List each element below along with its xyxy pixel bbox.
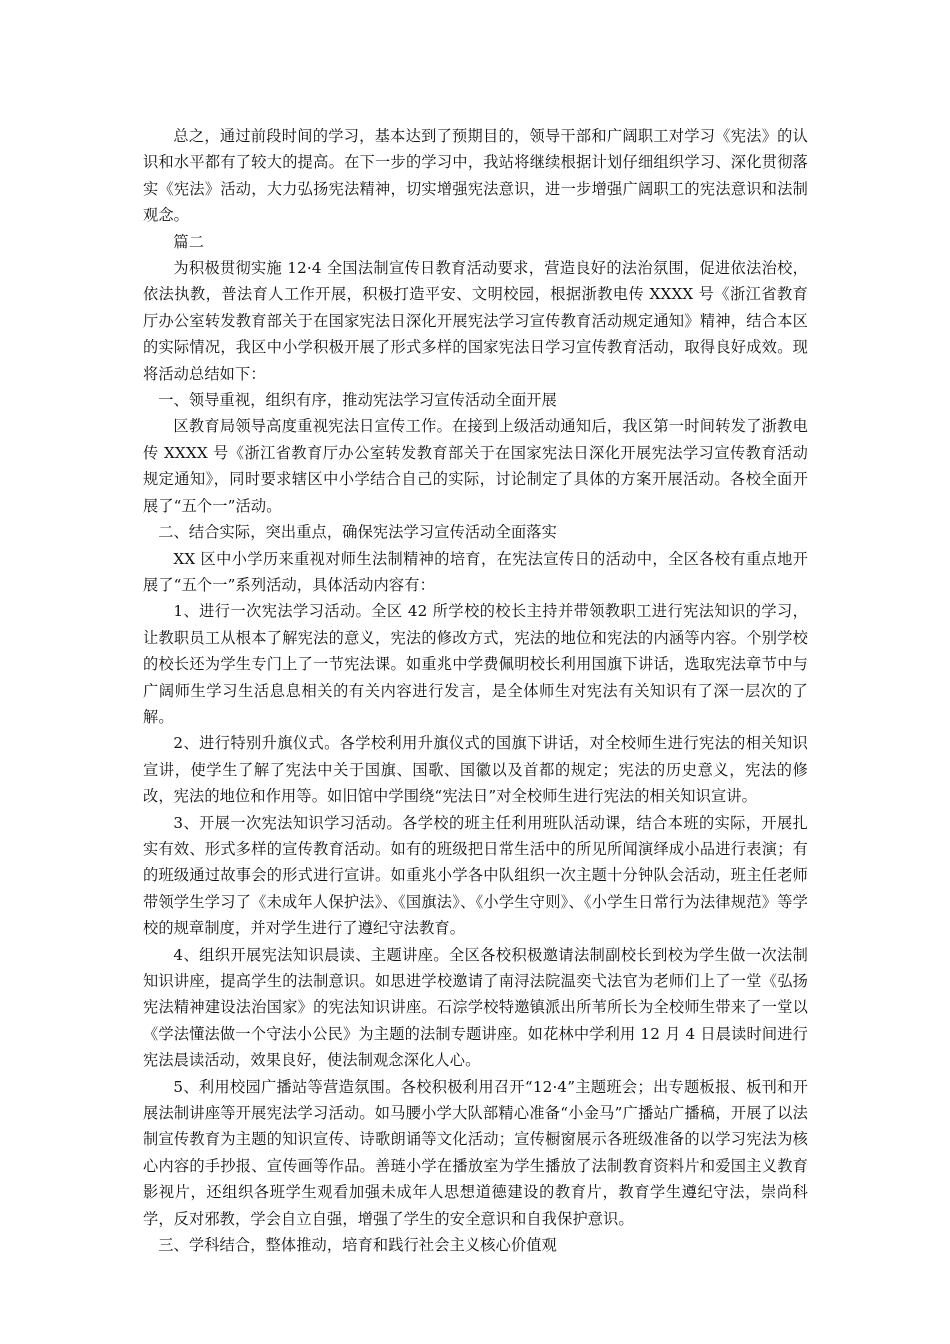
paragraph-practice: XX 区中小学历来重视对师生法制精神的培育，在宪法宣传日的活动中，全区各校有重点地开展了“五个一”系列活动，具体活动内容有： (143, 549, 808, 594)
paragraph-intro: 为积极贯彻实施 12·4 全国法制宣传日教育活动要求，营造良好的法治氛围，促进依法治校，依法执教，普法育人工作开展，积极打造平安、文明校园，根据浙教电传 XXXX 号《浙江省教育厅办公室转发教育部关于在国家宪法日深化开展宪法学习宣传教育活动规定通知》精神，结合本区的实际情况，我区中小学积极开展了形式多样的国家宪法日学习宣传教育活动，取得良好成效。现将活动总结如下： (143, 259, 808, 383)
heading-two: 二、结合实际，突出重点，确保宪法学习宣传活动全面落实 (158, 523, 557, 542)
paragraph-item-5: 5、利用校园广播站等营造氛围。各校积极利用召开“12·4”主题班会；出专题板报、板刊和开展法制讲座等开展宪法学习活动。如马腰小学大队部精心准备“小金马”广播站广播稿，开展了以法制宣传教育为主题的知识宣传、诗歌朗诵等文化活动；宣传橱窗展示各班级准备的以学习宪法为核心内容的手抄报、宣传画等作品。善琏小学在播放室为学生播放了法制教育资料片和爱国主义教育影视片，还组织各班学生观看加强未成年人思想道德建设的教育片，教育学生遵纪守法，崇尚科学，反对邪教，学会自立自强，增强了学生的安全意识和自我保护意识。 (143, 1077, 808, 1228)
paragraph-summary: 总之，通过前段时间的学习，基本达到了预期目的，领导干部和广阔职工对学习《宪法》的认识和水平都有了较大的提高。在下一步的学习中，我站将继续根据计划仔细组织学习、深化贯彻落实《宪法》活动，大力弘扬宪法精神，切实增强宪法意识，进一步增强广阔职工的宪法意识和法制观念。 (143, 127, 808, 225)
document-body (143, 123, 808, 1258)
paragraph-item-1: 1、进行一次宪法学习活动。全区 42 所学校的校长主持并带领教职工进行宪法知识的学习，让教职员工从根本了解宪法的意义，宪法的修改方式，宪法的地位和宪法的内涵等内容。个别学校的校长还为学生专门上了一节宪法课。如重兆中学费佩明校长利用国旗下讲话，选取宪法章节中与广阔师生学习生活息息相关的有关内容进行发言，是全体师生对宪法有关知识有了深一层次的了解。 (143, 602, 808, 726)
heading-one: 一、领导重视，组织有序，推动宪法学习宣传活动全面开展 (158, 391, 557, 410)
paragraph-item-4: 4、组织开展宪法知识晨读、主题讲座。全区各校积极邀请法制副校长到校为学生做一次法制知识讲座，提高学生的法制意识。如思进学校邀请了南浔法院温奕弋法官为老师们上了一堂《弘扬宪法精神建设法治国家》的宪法知识讲座。石淙学校特邀镇派出所苇所长为全校师生带来了一堂以《学法懂法做一个守法小公民》为主题的法制专题讲座。如花林中学利用 12 月 4 日晨读时间进行宪法晨读活动，效果良好，使法制观念深化人心。 (143, 945, 808, 1070)
paragraph-item-2: 2、进行特别升旗仪式。各学校利用升旗仪式的国旗下讲话，对全校师生进行宪法的相关知识宣讲，使学生了解了宪法中关于国旗、国歌、国徽以及首都的规定；宪法的历史意义，宪法的修改，宪法的地位和作用等。如旧馆中学围绕“宪法日”对全校师生进行宪法的相关知识宣讲。 (143, 734, 808, 806)
section-label-part-two: 篇二 (173, 232, 205, 251)
paragraph-item-3: 3、开展一次宪法知识学习活动。各学校的班主任利用班队活动课，结合本班的实际，开展扎实有效、形式多样的宣传教育活动。如有的班级把日常生活中的所见所闻演绎成小品进行表演；有的班级通过故事会的形式进行宣讲。如重兆小学各中队组织一次主题十分钟队会活动，班主任老师带领学生学习了《未成年人保护法》、《国旗法》、《小学生守则》、《小学生日常行为法律规范》等学校的规章制度，并对学生进行了遵纪守法教育。 (143, 813, 808, 938)
paragraph-leadership: 区教育局领导高度重视宪法日宣传工作。在接到上级活动通知后，我区第一时间转发了浙教电传 XXXX 号《浙江省教育厅办公室转发教育部关于在国家宪法日深化开展宪法学习宣传教育活动规定通知》，同时要求辖区中小学结合自己的实际，讨论制定了具体的方案开展活动。各校全面开展了“五个一”活动。 (143, 417, 808, 515)
heading-three: 三、学科结合，整体推动，培育和践行社会主义核心价值观 (158, 1236, 557, 1255)
